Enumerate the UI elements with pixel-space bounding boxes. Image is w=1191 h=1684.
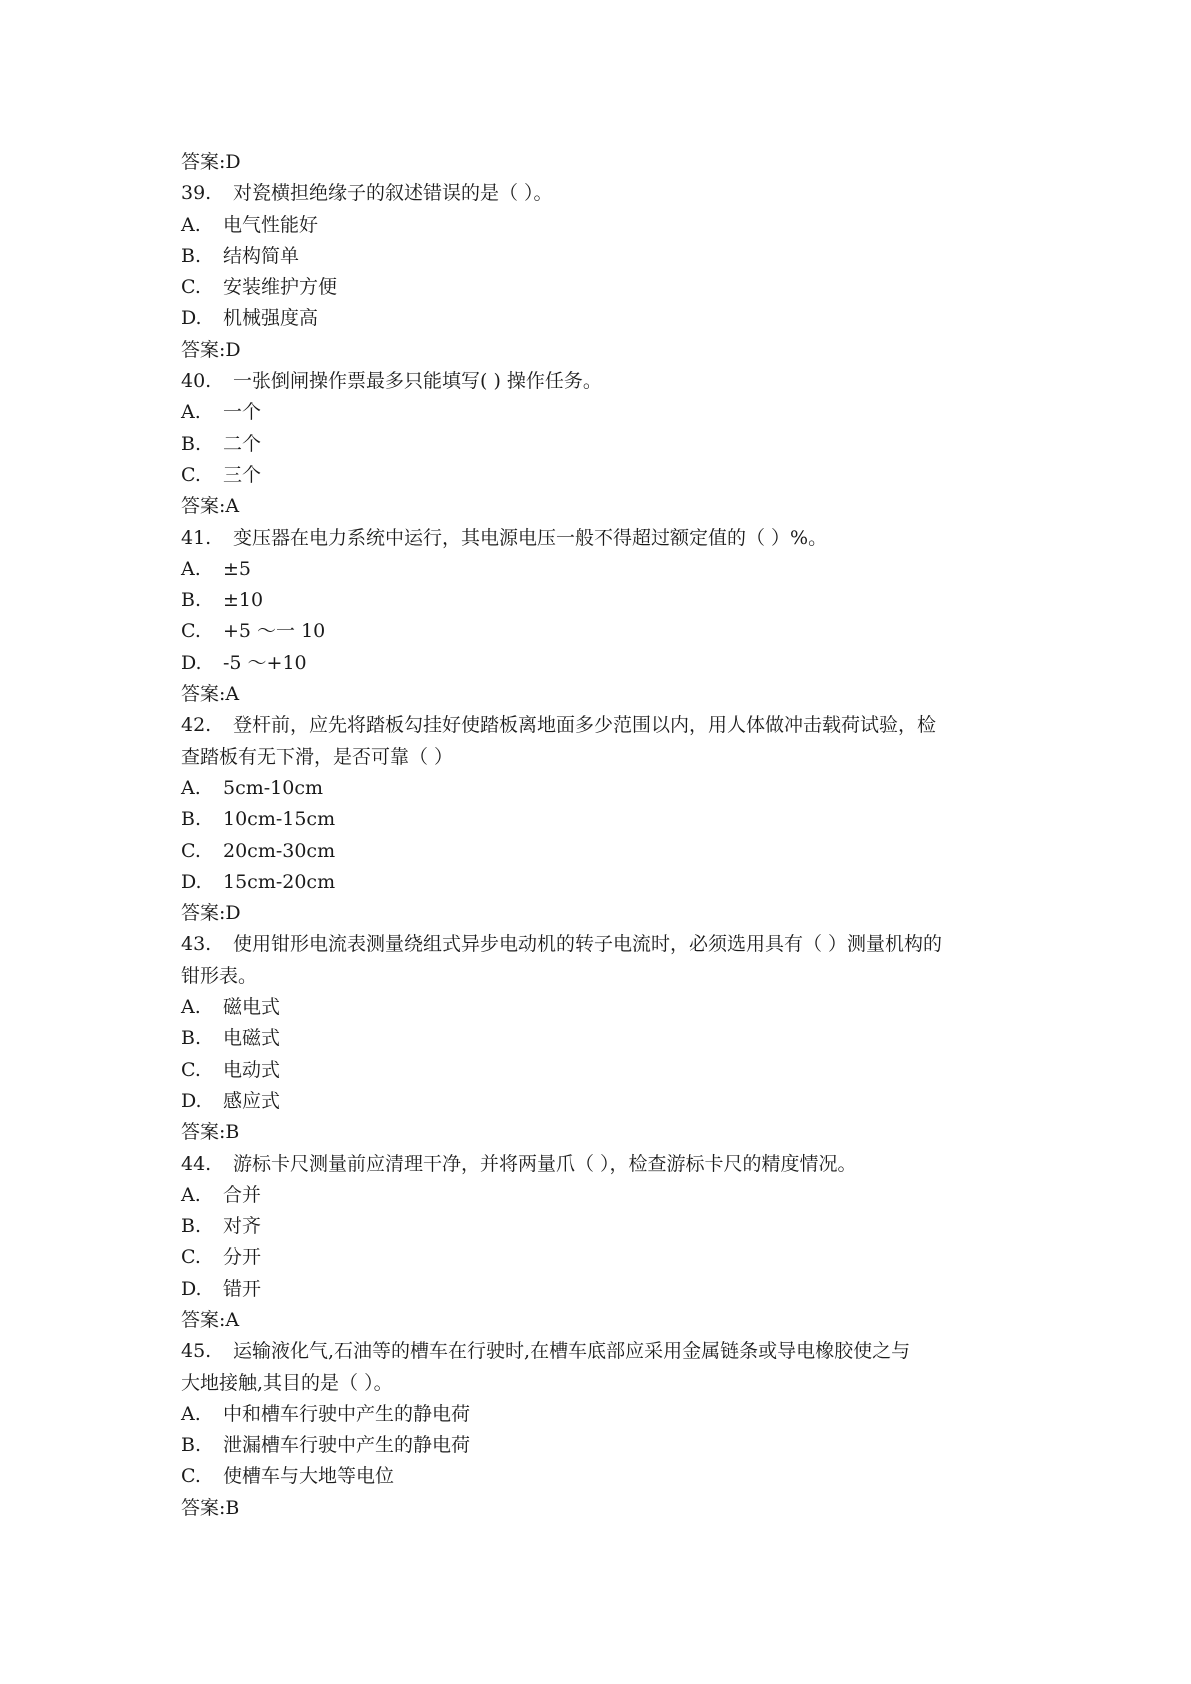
option-text: 电动式 bbox=[223, 1058, 281, 1081]
answer-label: 答案 bbox=[181, 902, 220, 925]
option-key: C. bbox=[181, 1246, 201, 1269]
answer-line bbox=[181, 898, 1021, 929]
question-line bbox=[181, 1336, 1021, 1367]
option-line bbox=[181, 804, 1021, 835]
option-line bbox=[181, 210, 1021, 241]
option-line bbox=[181, 1023, 1021, 1054]
option-key: A. bbox=[181, 401, 201, 424]
answer-line bbox=[181, 1305, 1021, 1336]
answer-separator: : bbox=[219, 1496, 226, 1519]
option-text: 磁电式 bbox=[223, 996, 281, 1019]
option-key: D. bbox=[181, 651, 202, 674]
option-text: 分开 bbox=[223, 1246, 262, 1269]
answer-line bbox=[181, 147, 1021, 178]
option-text: -5 ～+10 bbox=[223, 651, 307, 674]
question-text: 变压器在电力系统中运行，其电源电压一般不得超过额定值的（ ）%。 bbox=[233, 526, 828, 549]
option-key: B. bbox=[181, 1434, 202, 1457]
option-key: A. bbox=[181, 1183, 201, 1206]
option-line bbox=[181, 1180, 1021, 1211]
option-text: 电气性能好 bbox=[223, 213, 319, 236]
option-text: 结构简单 bbox=[223, 244, 300, 267]
answer-value: D bbox=[225, 902, 241, 925]
question-continuation bbox=[181, 961, 1021, 992]
answer-label: 答案 bbox=[181, 683, 220, 706]
answer-label: 答案 bbox=[181, 495, 220, 518]
answer-value: D bbox=[225, 338, 241, 361]
question-text: 钳形表。 bbox=[181, 964, 258, 987]
option-text: +5 ～一 10 bbox=[223, 620, 326, 643]
answer-value: B bbox=[225, 1121, 240, 1144]
option-key: A. bbox=[181, 557, 201, 580]
option-key: B. bbox=[181, 244, 202, 267]
option-text: 安装维护方便 bbox=[223, 276, 338, 299]
question-text: 大地接触,其目的是（ ）。 bbox=[181, 1371, 393, 1394]
answer-value: B bbox=[225, 1496, 240, 1519]
option-key: B. bbox=[181, 432, 202, 455]
option-text: 5cm-10cm bbox=[223, 776, 324, 799]
option-line bbox=[181, 648, 1021, 679]
question-text: 使用钳形电流表测量绕组式异步电动机的转子电流时，必须选用具有（ ）测量机构的 bbox=[233, 933, 943, 956]
option-line bbox=[181, 241, 1021, 272]
question-text: 一张倒闸操作票最多只能填写( ) 操作任务。 bbox=[233, 370, 602, 393]
option-text: 三个 bbox=[223, 463, 262, 486]
question-line bbox=[181, 178, 1021, 209]
option-line bbox=[181, 554, 1021, 585]
answer-separator: : bbox=[219, 495, 226, 518]
question-line bbox=[181, 710, 1021, 741]
option-text: 一个 bbox=[223, 401, 262, 424]
answer-line bbox=[181, 1117, 1021, 1148]
option-line bbox=[181, 773, 1021, 804]
option-text: 感应式 bbox=[223, 1089, 281, 1112]
answer-line bbox=[181, 679, 1021, 710]
option-line bbox=[181, 836, 1021, 867]
option-text: 20cm-30cm bbox=[223, 839, 336, 862]
option-line bbox=[181, 1211, 1021, 1242]
question-text: 登杆前，应先将踏板勾挂好使踏板离地面多少范围以内，用人体做冲击载荷试验，检 bbox=[233, 714, 937, 737]
option-line bbox=[181, 1055, 1021, 1086]
answer-label: 答案 bbox=[181, 1496, 220, 1519]
option-line bbox=[181, 303, 1021, 334]
question-number: 44. bbox=[181, 1152, 212, 1175]
question-number: 39. bbox=[181, 182, 212, 205]
answer-value: A bbox=[225, 1308, 240, 1331]
question-continuation bbox=[181, 742, 1021, 773]
question-text: 查踏板有无下滑，是否可靠（ ） bbox=[181, 745, 454, 768]
option-key: A. bbox=[181, 996, 201, 1019]
option-text: 泄漏槽车行驶中产生的静电荷 bbox=[223, 1434, 471, 1457]
option-key: A. bbox=[181, 776, 201, 799]
option-key: C. bbox=[181, 620, 201, 643]
option-key: B. bbox=[181, 589, 202, 612]
question-number: 41. bbox=[181, 526, 212, 549]
question-text: 游标卡尺测量前应清理干净，并将两量爪（ ），检查游标卡尺的精度情况。 bbox=[233, 1152, 857, 1175]
answer-separator: : bbox=[219, 1308, 226, 1331]
option-line bbox=[181, 1274, 1021, 1305]
option-text: 10cm-15cm bbox=[223, 808, 336, 831]
quiz-content bbox=[181, 147, 1021, 1524]
option-key: D. bbox=[181, 1089, 202, 1112]
option-line bbox=[181, 616, 1021, 647]
answer-value: A bbox=[225, 495, 240, 518]
question-text: 对瓷横担绝缘子的叙述错误的是（ ）。 bbox=[233, 182, 553, 205]
answer-separator: : bbox=[219, 683, 226, 706]
option-key: D. bbox=[181, 870, 202, 893]
option-line bbox=[181, 429, 1021, 460]
question-line bbox=[181, 523, 1021, 554]
question-line bbox=[181, 366, 1021, 397]
option-text: 15cm-20cm bbox=[223, 870, 336, 893]
option-key: B. bbox=[181, 808, 202, 831]
answer-label: 答案 bbox=[181, 1308, 220, 1331]
option-text: 机械强度高 bbox=[223, 307, 319, 330]
question-line bbox=[181, 929, 1021, 960]
option-line bbox=[181, 1399, 1021, 1430]
option-key: D. bbox=[181, 1277, 202, 1300]
answer-separator: : bbox=[219, 151, 226, 173]
question-number: 43. bbox=[181, 933, 212, 956]
option-line bbox=[181, 1086, 1021, 1117]
question-number: 45. bbox=[181, 1340, 212, 1363]
option-line bbox=[181, 1242, 1021, 1273]
option-text: 错开 bbox=[223, 1277, 262, 1300]
question-line bbox=[181, 1149, 1021, 1180]
answer-value: D bbox=[225, 151, 241, 173]
question-number: 42. bbox=[181, 714, 212, 737]
option-key: D. bbox=[181, 307, 202, 330]
answer-separator: : bbox=[219, 902, 226, 925]
answer-label: 答案 bbox=[181, 151, 220, 173]
option-line bbox=[181, 585, 1021, 616]
option-key: B. bbox=[181, 1215, 202, 1238]
option-text: 中和槽车行驶中产生的静电荷 bbox=[223, 1402, 471, 1425]
option-text: 电磁式 bbox=[223, 1027, 281, 1050]
question-continuation bbox=[181, 1368, 1021, 1399]
option-key: C. bbox=[181, 1465, 201, 1488]
answer-label: 答案 bbox=[181, 1121, 220, 1144]
option-line bbox=[181, 1430, 1021, 1461]
option-key: C. bbox=[181, 1058, 201, 1081]
question-text: 运输液化气,石油等的槽车在行驶时,在槽车底部应采用金属链条或导电橡胶使之与 bbox=[233, 1340, 911, 1363]
option-key: C. bbox=[181, 839, 201, 862]
answer-separator: : bbox=[219, 338, 226, 361]
answer-line bbox=[181, 1493, 1021, 1524]
option-key: C. bbox=[181, 276, 201, 299]
option-line bbox=[181, 867, 1021, 898]
option-line bbox=[181, 460, 1021, 491]
option-line bbox=[181, 1461, 1021, 1492]
option-text: ±5 bbox=[223, 557, 252, 580]
option-text: 二个 bbox=[223, 432, 262, 455]
question-number: 40. bbox=[181, 370, 212, 393]
option-text: 对齐 bbox=[223, 1215, 262, 1238]
answer-line bbox=[181, 335, 1021, 366]
option-key: A. bbox=[181, 1402, 201, 1425]
option-key: A. bbox=[181, 213, 201, 236]
answer-line bbox=[181, 491, 1021, 522]
answer-label: 答案 bbox=[181, 338, 220, 361]
option-text: ±10 bbox=[223, 589, 264, 612]
option-line bbox=[181, 397, 1021, 428]
option-text: 使槽车与大地等电位 bbox=[223, 1465, 395, 1488]
answer-separator: : bbox=[219, 1121, 226, 1144]
option-line bbox=[181, 272, 1021, 303]
answer-value: A bbox=[225, 683, 240, 706]
option-key: C. bbox=[181, 463, 201, 486]
option-key: B. bbox=[181, 1027, 202, 1050]
option-line bbox=[181, 992, 1021, 1023]
option-text: 合并 bbox=[223, 1183, 262, 1206]
